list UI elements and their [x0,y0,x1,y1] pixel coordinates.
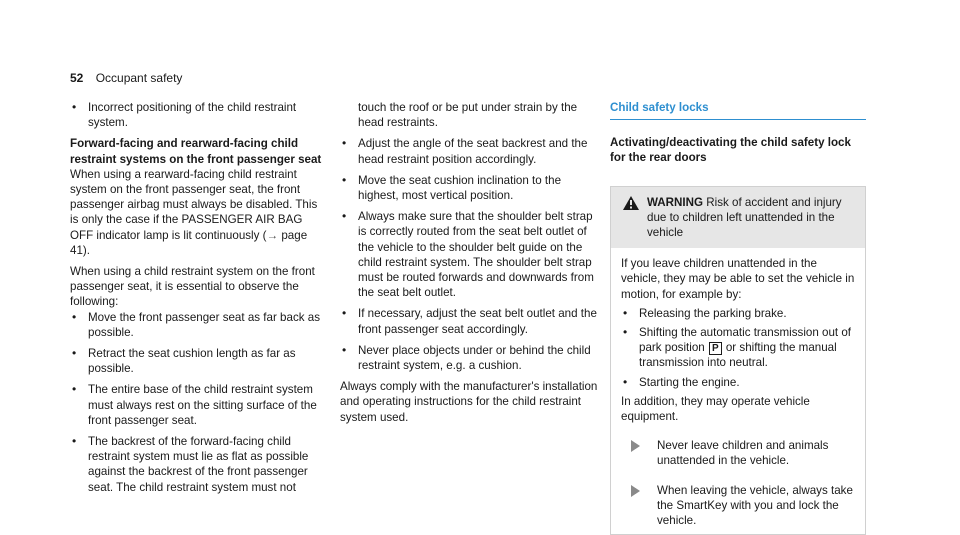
warning-body [611,248,865,534]
bullet-list [340,136,598,373]
column-right [610,100,866,535]
warning-label: WARNING [647,195,704,209]
note-item [621,483,855,529]
list-item: • The backrest of the forward-facing child restraint system must lie as flat as possible against the backrest of the front passenger seat. The child restraint system must not [70,434,328,495]
note-text: Never leave children and animals unattended in the vehicle. [657,439,829,468]
column-left [70,100,328,501]
list-item: • Move the seat cushion inclination to the highest, most vertical position. [340,173,598,203]
warning-icon [623,196,639,210]
warning-bullets [621,306,855,390]
warning-box [610,186,866,535]
list-item: • Incorrect positioning of the child restraint system. [70,100,328,130]
list-item: • The entire base of the child restraint system must always rest on the sitting surface of the front passenger seat. [70,382,328,428]
section-title: Child safety locks [610,100,866,120]
list-item: • Never place objects under or behind the child restraint system, e.g. a cushion. [340,343,598,373]
list-item: • Retract the seat cushion length as far as possible. [70,346,328,376]
play-arrow-icon [631,485,640,497]
list-item: • Releasing the parking brake. [621,306,855,321]
list-item-text: Shifting the automatic transmission out of park position [639,326,852,355]
sub-heading: Activating/deactivating the child safety lock for the rear doors [610,136,851,165]
section-name: Occupant safety [95,71,183,85]
bullet-list [70,310,328,495]
warning-addition: In addition, they may operate vehicle equipment. [621,394,810,424]
note-item [621,438,855,468]
paragraph-text: When using a rearward-facing child restraint system on the front passenger seat, the front passenger airbag must always be disabled. This is only the case if the PASSENGER AIR BAG OFF indicator lamp is lit continuously ( [70,167,318,242]
list-item: • If necessary, adjust the seat belt outlet and the front passenger seat accordingly. [340,306,598,336]
bullet-list-top [70,100,328,130]
paragraph [70,167,328,258]
paragraph: When using a child restraint system on the front passenger seat, it is essential to observe the following: [70,265,315,309]
list-item: • Adjust the angle of the seat backrest and the head restraint position accordingly. [340,136,598,166]
list-item [621,325,855,371]
warning-intro: If you leave children unattended in the vehicle, they may be able to set the vehicle in motion, for example by: [621,257,855,301]
continued-text: touch the roof or be put under strain by the head restraints. [358,101,578,130]
park-key-icon: P [709,342,722,355]
arrow-icon: → [266,228,279,242]
page-number: 52 [70,71,84,85]
warning-header [611,187,865,249]
paragraph: Always comply with the manufacturer's installation and operating instructions for the child restraint system used. [340,380,598,424]
warning-text: Risk of accident and injury due to children left unattended in the vehicle [647,195,842,240]
section-heading: Forward-facing and rearward-facing child restraint systems on the front passenger seat [70,137,322,166]
list-item: • Always make sure that the shoulder belt strap is correctly routed from the seat belt outlet of the vehicle to the shoulder belt guide on the child restraint system. The shoulder belt strap must be routed forwards and downwards from the seat belt outlet. [340,209,598,300]
list-item-text: or shifting the manual transmission into neutral. [639,341,837,370]
note-text: When leaving the vehicle, always take the SmartKey with you and lock the vehicle. [657,483,853,528]
list-item: • Move the front passenger seat as far back as possible. [70,310,328,340]
page-reference-link[interactable]: page 41). [70,228,308,257]
page-header [70,71,182,86]
column-middle [340,100,598,425]
list-item: • Starting the engine. [621,375,855,390]
play-arrow-icon [631,440,640,452]
